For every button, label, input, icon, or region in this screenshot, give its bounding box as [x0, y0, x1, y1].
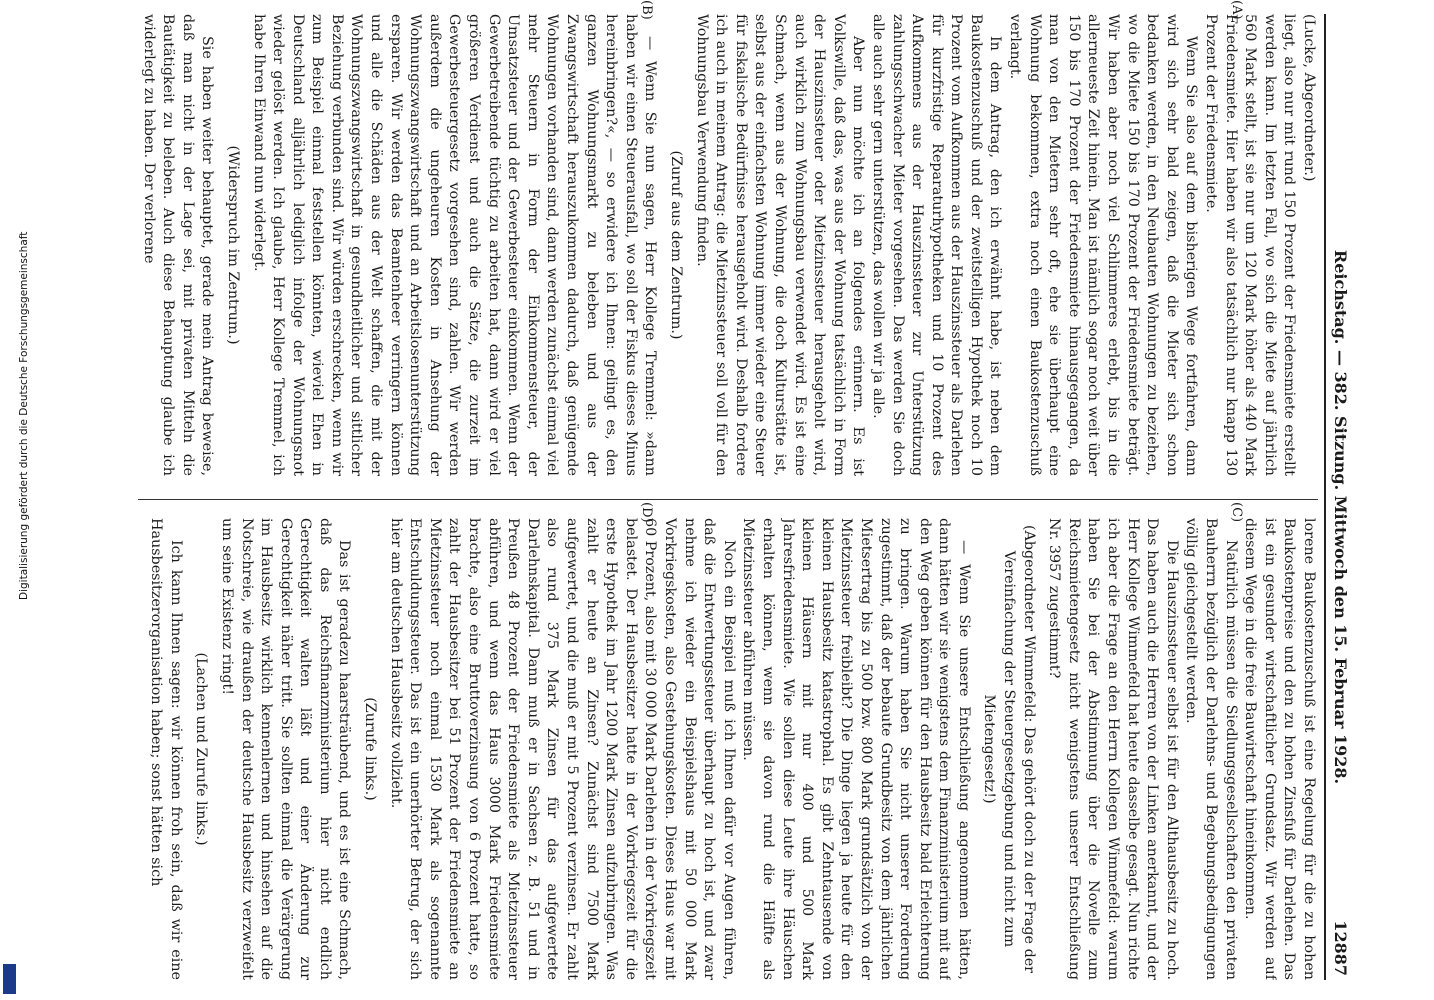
paragraph: Sie haben weiter behauptet, gerade mein Antrag beweise, daß man nicht in der Lage sei, mit privaten Mitteln die Bautätigkeit zu beleben. Auch diese Behauptung glaube ich widerlegt zu haben. Der verlorene [140, 14, 216, 476]
page-number: 12887 [1331, 920, 1350, 976]
paragraph: lorene Baukostenzuschuß ist eine Regelung für die zu hohen Baukostenpreise und den zu hohen Zinsfuß für Darlehen. Das ist ein gesunder wirtschaftlicher Grundsatz. Wir werden auf diesem Wege in die freie Bauwirtschaft hineinkommen. [1242, 518, 1317, 980]
left-column [128, 14, 1318, 476]
right-column [128, 518, 1318, 980]
speaker-label: (Lucke, Abgeordneter.) [1301, 14, 1317, 182]
document-page [118, 0, 1354, 1000]
paragraph: Das ist geradezu haarsträubend, und es ist eine Schmach, daß das Reichsfinanzministerium hier nicht endlich Gerechtigkeit walten läßt und einer Änderung zur Gerechtigkeit näher tritt. Sie sollten einmal die Verärgerung im Hausbesitz wirklich kennenlernen und hinsehen auf die Notschreie, wie draußen der deutsche Hausbesitz verzweifelt um seine Existenz ringt! [218, 518, 353, 980]
digitization-credit [2, 0, 30, 1000]
interjection: (Abgeordneter Wimmefeld: Das gehört doch zu der Frage der Vereinfachung der Steuergesetzgebung und nicht zum Mietengesetz!) [981, 524, 1037, 974]
paragraph: Wenn Sie also auf dem bisherigen Wege fortfahren, dann wird sich sehr bald zeigen, daß die Mieter sich schon bedanken werden, in den Neubauten Wohnungen zu beziehen, wo die Miete 150 bis 170 Prozent der Friedensmiete beträgt. Wir haben aber noch viel Schlimmeres erlebt, bis in die allerneueste Zeit hinein. Man ist nämlich sogar noch weit über 150 bis 170 Prozent der Friedensmiete hinausgegangen, da man von den Mietern sehr oft, ehe sie überhaupt eine Wohnung bekommen, extra noch einen Baukostenzuschuß verlangt. [1007, 14, 1200, 476]
paragraph: In dem Antrag, den ich erwähnt habe, ist neben dem Baukostenzuschuß und der zweitstelligen Hypothek noch 10 Prozent vom Aufkommen aus der Hauszinssteuer als Darlehen für kurzfristige Reparaturhypotheken und 10 Prozent des Aufkommens aus der Hauszinssteuer zur Unterstützung zahlungsschwacher Mieter vorgesehen. Das werden Sie doch alle auch sehr gern unterstützen, das wollen wir ja alle. [869, 14, 1004, 476]
margin-marker-c: (C) [1229, 502, 1244, 523]
paragraph: — Wenn Sie unsere Entschließung angenommen hätten, dann hätten wir sie wenigstens dem Finanzministerium mit auf den Weg geben können für den Hausbesitz bald Erleichterung zu bringen. Warum haben Sie nicht unserer Forderung zugestimmt, daß der bebaute Grundbesitz von dem jährlichen Mietsertrag bis zu 500 bzw. 800 Mark grundsätzlich von der Mietzinssteuer freibleibt? Die Dinge liegen ja heute für den kleinen Hausbesitz katastrophal. Es gibt Zehntausende von kleinen Häusern mit nur 400 und 500 Mark Jahresfriedensmiete. Wie sollen diese Leute ihre Häuschen erhalten können, wenn sie davon rund die Hälfte als Mietzinssteuer abführen müssen. [740, 518, 972, 980]
dfg-logo-icon [3, 964, 16, 994]
paragraph: Aber nun möchte ich an folgendes erinnern. Es ist Volkswille, daß das, was aus der Wohnung tatsächlich in Form der Hauszinssteuer oder Mietzinssteuer herausgeholt wird, auch wirklich zum Wohnungsbau verwendet wird. Es ist eine Schmach, wenn aus der Wohnung, die doch Kulturstätte ist, selbst aus der einfachsten Wohnung immer wieder eine Steuer für fiskalische Bedürfnisse herausgeholt wird. Deshalb fordere ich auch in meinem Antrag: die Mietzinssteuer soll voll für den Wohnungsbau Verwendung finden. [693, 14, 867, 476]
page-header [1328, 14, 1352, 980]
margin-marker-b: (B) [639, 0, 654, 20]
credit-text: Digitalisierung gefördert durch die Deutsche Forschungsgemeinschaft [18, 231, 30, 600]
paragraph: liegt, also nur mit rund 150 Prozent der Friedensmiete erstellt werden kann. Im letzten Fall, wo sich die Miete auf jährlich 560 Mark stellt, ist sie nur um 120 Mark höher als 440 Mark Friedensmiete. Hier haben wir also tatsächlich nur knapp 130 Prozent der Friedensmiete. [1203, 14, 1298, 476]
paragraph: Noch ein Beispiel muß ich Ihnen dafür vor Augen führen, daß die Entwertungssteuer überhaupt zu hoch ist, und zwar nehme ich wieder ein Beispielshaus mit 50 000 Mark Vorkriegskosten, also Gestehungskosten. Dieses Haus war mit 60 Prozent, also mit 30 000 Mark Darlehen in der Vorkriegszeit belastet. Der Hausbesitzer hatte in der Vorkriegszeit für die erste Hypothek im Jahr 1200 Mark Zinsen aufzubringen. Was zahlt er heute an Zinsen? Zunächst sind 7500 Mark aufgewertet, und die muß er mit 5 Prozent verzinsen. Er zahlt also rund 375 Mark Zinsen für das aufgewertete Darlehnskapital. Dann muß er in Sachsen z. B. 51 und in Preußen 48 Prozent der Friedensmiete als Mietzinssteuer abführen, und wenn das Haus 3000 Mark Friedensmiete brachte, also eine Bruttoverzinsung von 6 Prozent hatte, so zahlt der Hausbesitzer bei 51 Prozent der Friedensmiete an Mietzinssteuer noch einmal 1530 Mark als sogenannte Entschuldungssteuer. Das ist ein unerhörter Betrug, der sich hier am deutschen Hausbesitz vollzieht. [387, 518, 737, 980]
margin-marker-a: (A) [1229, 0, 1244, 20]
column-divider [138, 499, 1318, 500]
paragraph: — Wenn Sie nun sagen, Herr Kollege Tremmel: »dann haben wir einen Steuerausfall, wo soll der Fiskus dieses Minus hereinbringen?«, — so erwidere ich Ihnen: gelingt es, den ganzen Wohnungsmarkt zu beleben und aus der Zwangswirtschaft herauszukommen dadurch, daß genügende Wohnungen vorhanden sind, dann werden zunächst einmal viel mehr Steuern in Form der Einkommensteuer, der Umsatzsteuer und der Gewerbesteuer einkommen. Wenn der Gewerbetreibende tüchtig zu arbeiten hat, dann wird er viel größeren Verdienst und auch die Sätze, die zurzeit im Gewerbesteuergesetz vorgesehen sind, zahlen. Wir werden außerdem die ungeheuren Kosten in Ansehung der Wohnungszwangswirtschaft und an Arbeitslosenunterstützung ersparen. Wir werden das Beamtenheer verringern können und alle die Schäden aus der Welt schaffen, die mit der Wohnungszwangswirtschaft in gesundheitlicher und sittlicher Beziehung verbunden sind. Wir würden erschrecken, wenn wir zum Beispiel einmal feststellen könnten, wieviel Ehen in Deutschland alljährlich lediglich infolge der Wohnungsnot wieder gelöst werden. Ich glaube, Herr Kollege Tremmel, ich habe Ihren Einwand nun widerlegt. [250, 14, 659, 476]
header-rule [1324, 14, 1326, 980]
paragraph: Ich kann Ihnen sagen: wir können froh sein, daß wir eine Hausbesitzerorganisation haben; sonst hätten sich [148, 518, 184, 980]
paragraph: Die Hauszinssteuer selbst ist für den Althausbesitz zu hoch. Das haben auch die Herren von der Linken anerkannt, und der Herr Kollege Wimmefeld hat heute dasselbe gesagt. Nun richte ich aber die Frage an den Herrn Kollegen Wimmefeld: warum haben Sie bei der Abstimmung über die Novelle zum Reichsmietengesetz nicht wenigstens unserer Entschließung Nr. 3957 zugestimmt? [1046, 518, 1180, 980]
paragraph: Natürlich müssen die Siedlungsgesellschaften den privaten Bauherrn bezüglich der Darlehns- und Begebungsbedingungen völlig gleichgestellt werden. [1183, 518, 1239, 980]
interjection: (Lachen und Zurufe links.) [193, 652, 210, 846]
interjection: (Widerspruch im Zentrum.) [224, 145, 241, 345]
margin-marker-d: (D) [639, 502, 654, 523]
interjection: (Zurufe links.) [362, 697, 379, 801]
interjection: (Zuruf aus dem Zentrum.) [668, 150, 684, 340]
header-title: Reichstag. — 382. Sitzung. Mittwoch den 15. Februar 1928. [1331, 249, 1350, 785]
